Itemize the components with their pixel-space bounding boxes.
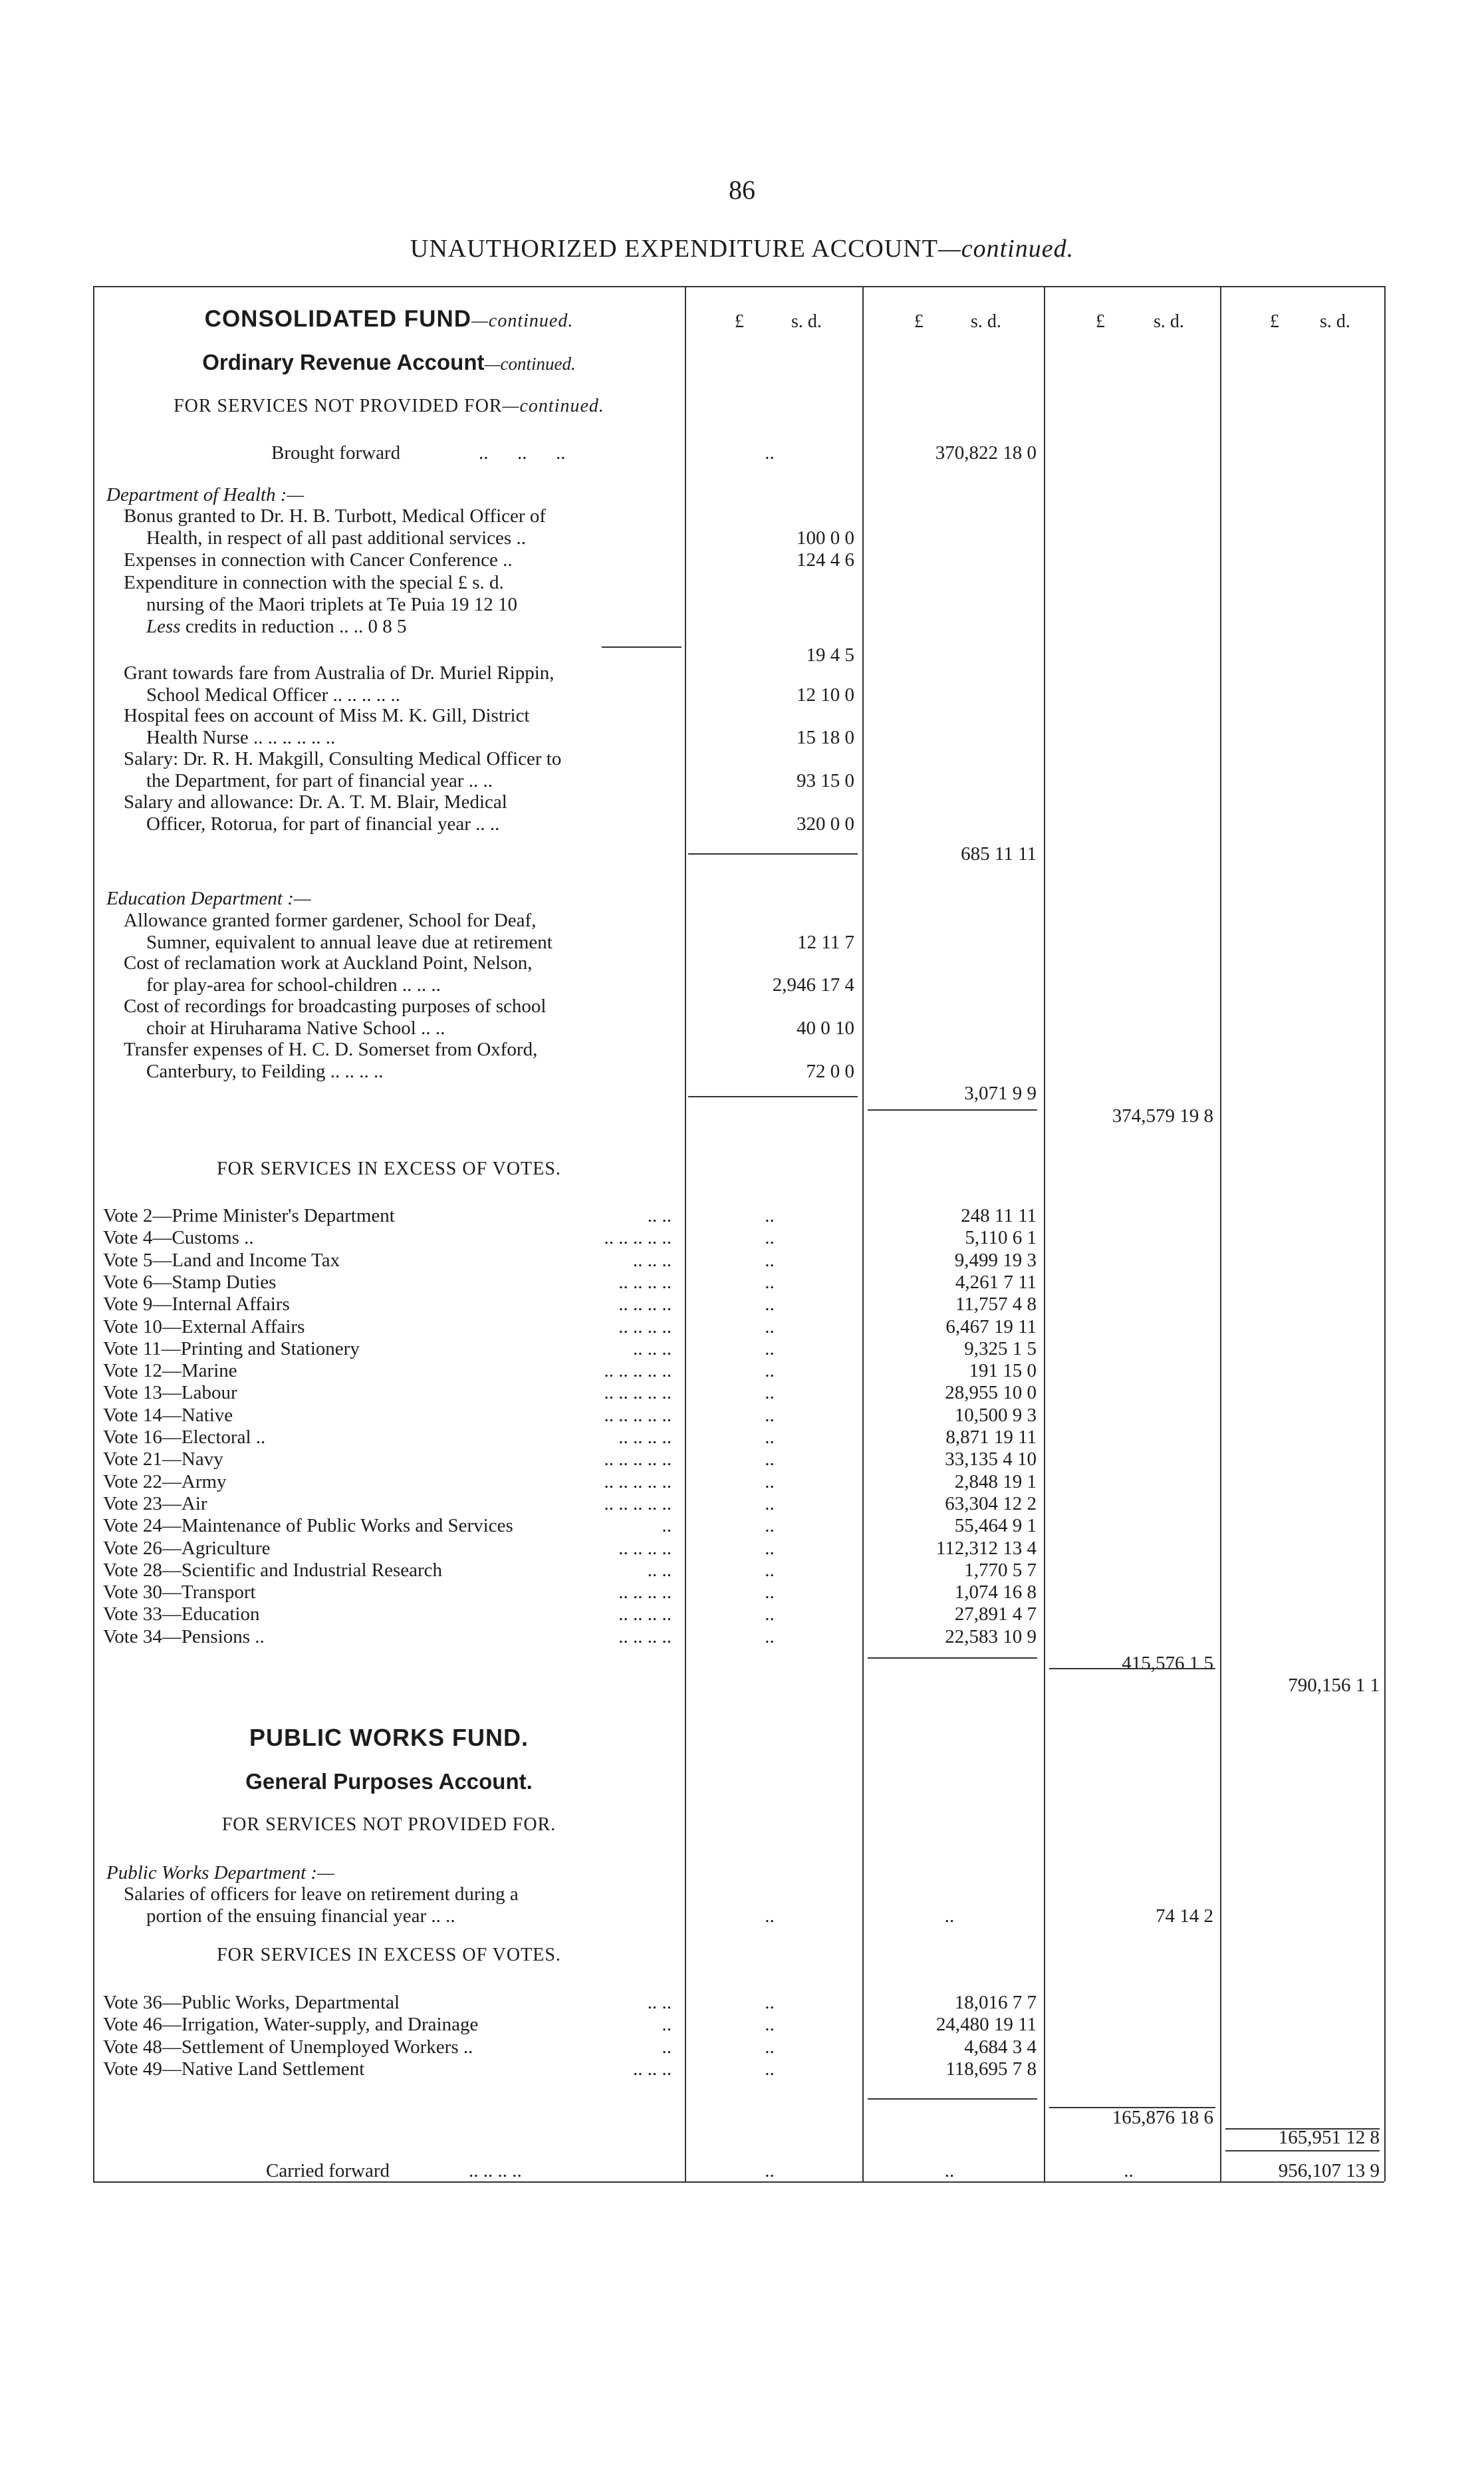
vote-amount: 4,261 7 11 <box>955 1271 1037 1293</box>
vote-amount: 11,757 4 8 <box>955 1294 1037 1315</box>
health-item-line: Health Nurse .. .. .. .. .. .. <box>146 727 336 748</box>
vote-label: Vote 24—Maintenance of Public Works and Services <box>103 1515 513 1537</box>
vote-col1: .. <box>765 1404 775 1426</box>
table-right-rule <box>1384 286 1386 2181</box>
education-item-line: Canterbury, to Feilding .. .. .. .. <box>146 1061 384 1082</box>
consolidated-fund-total: 790,156 1 1 <box>1288 1675 1380 1696</box>
health-item-amount: 15 18 0 <box>797 727 854 748</box>
vote-amount: 118,695 7 8 <box>945 2058 1037 2080</box>
vote-amount: 33,135 4 10 <box>945 1448 1037 1470</box>
carried-forward-col4: 956,107 13 9 <box>1278 2160 1380 2181</box>
health-item-line: Salary and allowance: Dr. A. T. M. Blair, Medical <box>124 791 507 813</box>
health-item-line: School Medical Officer .. .. .. .. .. <box>146 684 401 706</box>
vote-dots: .. .. .. .. <box>618 1315 672 1337</box>
education-item-line: Allowance granted former gardener, School for Deaf, <box>124 910 537 931</box>
vote-label: Vote 49—Native Land Settlement <box>103 2058 365 2080</box>
vote-label: Vote 34—Pensions .. <box>103 1625 265 1647</box>
education-item-amount: 2,946 17 4 <box>772 974 854 996</box>
health-dept-heading: Department of Health :— <box>106 484 305 505</box>
ordinary-revenue-text: Ordinary Revenue Account <box>202 350 485 374</box>
services-not-provided-heading <box>93 396 685 417</box>
education-item-line: Cost of recordings for broadcasting purposes of school <box>124 996 547 1017</box>
vote-dots: .. .. .. .. .. <box>604 1404 672 1426</box>
vote-amount: 112,312 13 4 <box>935 1537 1037 1559</box>
vote-dots: .. .. .. .. <box>618 1294 672 1315</box>
vote-amount: 2,848 19 1 <box>954 1470 1037 1492</box>
page-title <box>0 234 1484 263</box>
snp-total: 374,579 19 8 <box>1112 1105 1213 1127</box>
vote-dots: .. <box>662 2036 672 2058</box>
health-item-amount: 19 4 5 <box>806 644 854 666</box>
vote-col1: .. <box>765 1582 775 1603</box>
consolidated-heading-text: CONSOLIDATED FUND <box>204 306 472 332</box>
vote-label: Vote 14—Native <box>103 1404 233 1426</box>
vote-col1: .. <box>765 1294 775 1315</box>
vote-amount: 1,770 5 7 <box>964 1559 1037 1581</box>
pw-col2-total-rule <box>868 2098 1037 2100</box>
excess-col2-total-rule <box>868 1657 1037 1659</box>
vote-col1: .. <box>765 1537 775 1559</box>
vote-label: Vote 10—External Affairs <box>103 1315 305 1337</box>
vote-col1: .. <box>765 1427 775 1448</box>
vote-dots: .. .. .. .. .. <box>604 1448 672 1470</box>
vote-label: Vote 12—Marine <box>103 1360 237 1382</box>
pw-salaries-line-1: Salaries of officers for leave on retirement during a <box>124 1883 519 1905</box>
vote-dots: .. <box>662 2014 672 2036</box>
vote-amount: 1,074 16 8 <box>954 1582 1037 1603</box>
vote-amount: 248 11 11 <box>961 1205 1037 1226</box>
vote-col1: .. <box>765 1515 775 1537</box>
health-item-amount: 320 0 0 <box>797 813 854 835</box>
col4-left-rule <box>1220 286 1221 2181</box>
vote-col1: .. <box>765 1271 775 1293</box>
vote-dots: .. .. .. .. .. <box>604 1382 672 1404</box>
vote-label: Vote 4—Customs .. <box>103 1227 254 1249</box>
vote-label: Vote 48—Settlement of Unemployed Workers .. <box>103 2036 473 2058</box>
vote-amount: 22,583 10 9 <box>945 1625 1037 1647</box>
consolidated-heading-suffix: —continued. <box>471 311 574 331</box>
carried-forward-col2: .. <box>944 2160 955 2181</box>
education-item-amount: 12 11 7 <box>797 932 854 953</box>
vote-dots: .. .. .. .. <box>618 1625 672 1647</box>
vote-col1: .. <box>765 2058 775 2080</box>
education-item-line: Transfer expenses of H. C. D. Somerset from Oxford, <box>124 1039 538 1060</box>
vote-dots: .. .. .. .. <box>618 1537 672 1559</box>
consolidated-fund-heading <box>93 306 685 333</box>
vote-amount: 24,480 19 11 <box>935 2014 1037 2036</box>
title-suffix: —continued. <box>937 235 1074 263</box>
vote-dots: .. .. .. <box>633 1249 672 1271</box>
vote-dots: .. .. <box>647 1205 672 1226</box>
health-item-line: Salary: Dr. R. H. Makgill, Consulting Medical Officer to <box>124 748 562 769</box>
vote-amount: 18,016 7 7 <box>954 1992 1037 2013</box>
pw-salaries-col1: .. <box>765 1905 775 1927</box>
ordinary-revenue-heading <box>93 350 685 375</box>
vote-dots: .. .. .. .. .. <box>604 1227 672 1249</box>
carried-forward-col3: .. <box>1124 2160 1134 2181</box>
vote-dots: .. .. .. .. <box>618 1582 672 1603</box>
vote-label: Vote 6—Stamp Duties <box>103 1271 277 1293</box>
col3-sd-header: s. d. <box>1154 311 1184 332</box>
pw-salaries-col2: .. <box>944 1905 955 1927</box>
education-item-line: Cost of reclamation work at Auckland Point, Nelson, <box>124 952 533 974</box>
vote-amount: 191 15 0 <box>969 1360 1037 1382</box>
health-item-amount: 100 0 0 <box>797 527 854 549</box>
carried-forward-label: Carried forward <box>266 2160 390 2181</box>
col3-left-rule <box>1044 286 1045 2181</box>
vote-col1: .. <box>765 1448 775 1470</box>
page-number: 86 <box>729 175 755 205</box>
vote-label: Vote 16—Electoral .. <box>103 1427 266 1448</box>
vote-label: Vote 5—Land and Income Tax <box>103 1249 340 1271</box>
vote-col1: .. <box>765 1492 775 1514</box>
col2-sd-header: s. d. <box>971 311 1001 332</box>
snp-text: FOR SERVICES NOT PROVIDED FOR <box>174 396 503 416</box>
brought-forward-label: Brought forward <box>271 442 401 464</box>
health-item-line: Officer, Rotorua, for part of financial year .. .. <box>146 813 500 835</box>
health-item-line: Bonus granted to Dr. H. B. Turbott, Medical Officer of <box>124 505 546 527</box>
col1-sd-header: s. d. <box>791 311 822 332</box>
vote-dots: .. .. .. .. .. <box>604 1470 672 1492</box>
vote-col1: .. <box>765 1470 775 1492</box>
vote-col1: .. <box>765 1315 775 1337</box>
vote-dots: .. .. .. .. <box>618 1271 672 1293</box>
snp-col2-total-rule <box>868 1109 1037 1111</box>
vote-dots: .. .. .. <box>633 2058 672 2080</box>
pw-excess-heading: FOR SERVICES IN EXCESS OF VOTES. <box>217 1945 561 1965</box>
vote-dots: .. .. .. .. <box>618 1427 672 1448</box>
health-item-line: Less credits in reduction .. .. 0 8 5 <box>146 616 407 637</box>
health-item-line: Health, in respect of all past additional services .. <box>146 527 526 549</box>
consolidated-excess-total: 415,576 1 5 <box>1122 1653 1213 1674</box>
vote-label: Vote 22—Army <box>103 1470 227 1492</box>
health-item-line: Expenditure in connection with the special £ s. d. <box>124 572 504 593</box>
education-total: 3,071 9 9 <box>964 1083 1037 1104</box>
carried-forward-col1: .. <box>765 2160 775 2181</box>
title-text: UNAUTHORIZED EXPENDITURE ACCOUNT <box>410 235 938 263</box>
health-item-line: Expenses in connection with Cancer Conference .. <box>124 549 513 571</box>
health-item-line: nursing of the Maori triplets at Te Puia 19 12 10 <box>146 594 518 615</box>
vote-amount: 6,467 19 11 <box>945 1315 1037 1337</box>
education-dept-heading: Education Department :— <box>106 888 311 909</box>
vote-dots: .. .. <box>647 1559 672 1581</box>
vote-label: Vote 36—Public Works, Departmental <box>103 1992 400 2013</box>
vote-label: Vote 33—Education <box>103 1603 260 1625</box>
consolidated-excess-heading: FOR SERVICES IN EXCESS OF VOTES. <box>217 1159 561 1179</box>
vote-amount: 28,955 10 0 <box>945 1382 1037 1404</box>
pw-excess-total: 165,876 18 6 <box>1112 2107 1213 2128</box>
health-item-line: Hospital fees on account of Miss M. K. Gill, District <box>124 705 530 726</box>
education-col1-total-rule <box>688 1096 858 1097</box>
health-item-amount: 124 4 6 <box>797 549 854 571</box>
vote-col1: .. <box>765 1360 775 1382</box>
vote-amount: 5,110 6 1 <box>965 1227 1037 1249</box>
vote-col1: .. <box>765 1992 775 2013</box>
health-subtotal-rule <box>602 646 681 648</box>
vote-label: Vote 28—Scientific and Industrial Research <box>103 1559 443 1581</box>
brought-forward-col2: 370,822 18 0 <box>935 442 1037 464</box>
health-item-amount: 93 15 0 <box>797 770 854 791</box>
pw-salaries-total: 74 14 2 <box>1156 1905 1213 1927</box>
table-top-rule <box>93 286 1384 287</box>
vote-amount: 27,891 4 7 <box>954 1603 1037 1625</box>
col4-pound-header: £ <box>1270 311 1279 332</box>
vote-col1: .. <box>765 1382 775 1404</box>
vote-label: Vote 26—Agriculture <box>103 1537 271 1559</box>
vote-label: Vote 11—Printing and Stationery <box>103 1337 360 1359</box>
vote-dots: .. .. .. .. .. <box>604 1360 672 1382</box>
education-item-line: Sumner, equivalent to annual leave due at retirement <box>146 932 553 953</box>
snp-suffix: —continued. <box>502 396 604 416</box>
vote-col1: .. <box>765 1249 775 1271</box>
public-works-heading: PUBLIC WORKS FUND. <box>249 1724 529 1751</box>
vote-dots: .. .. <box>647 1992 672 2013</box>
vote-col1: .. <box>765 2014 775 2036</box>
education-item-amount: 40 0 10 <box>797 1018 854 1039</box>
health-item-line: Grant towards fare from Australia of Dr. Muriel Rippin, <box>124 662 555 684</box>
col4-sd-header: s. d. <box>1320 311 1350 332</box>
health-item-line: the Department, for part of financial year .. .. <box>146 770 493 791</box>
health-total: 685 11 11 <box>961 843 1037 865</box>
vote-dots: .. .. .. <box>633 1337 672 1359</box>
vote-col1: .. <box>765 1337 775 1359</box>
pw-salaries-line-2: portion of the ensuing financial year .. .. <box>146 1905 455 1927</box>
brought-forward-dots: .. .. .. <box>479 442 566 464</box>
vote-amount: 63,304 12 2 <box>945 1492 1037 1514</box>
education-item-line: choir at Hiruharama Native School .. .. <box>146 1018 445 1039</box>
vote-amount: 10,500 9 3 <box>954 1404 1037 1426</box>
vote-col1: .. <box>765 2036 775 2058</box>
vote-dots: .. <box>662 1515 672 1537</box>
education-item-amount: 72 0 0 <box>806 1061 854 1082</box>
vote-amount: 8,871 19 11 <box>945 1427 1037 1448</box>
vote-label: Vote 13—Labour <box>103 1382 237 1404</box>
vote-amount: 4,684 3 4 <box>964 2036 1037 2058</box>
carried-forward-dots: .. .. .. .. <box>469 2160 522 2181</box>
vote-label: Vote 9—Internal Affairs <box>103 1294 290 1315</box>
less-word: Less <box>146 616 181 637</box>
vote-dots: .. .. .. .. .. <box>604 1492 672 1514</box>
vote-col1: .. <box>765 1603 775 1625</box>
vote-dots: .. .. .. .. <box>618 1603 672 1625</box>
health-col1-total-rule <box>688 853 858 855</box>
vote-label: Vote 30—Transport <box>103 1582 256 1603</box>
vote-label: Vote 21—Navy <box>103 1448 223 1470</box>
education-item-line: for play-area for school-children .. .. .. <box>146 974 441 996</box>
vote-amount: 9,499 19 3 <box>954 1249 1037 1271</box>
col1-pound-header: £ <box>735 311 744 332</box>
vote-col1: .. <box>765 1559 775 1581</box>
vote-label: Vote 2—Prime Minister's Department <box>103 1205 395 1226</box>
vote-col1: .. <box>765 1625 775 1647</box>
consolidated-col3-total-rule <box>1049 1668 1215 1669</box>
health-item-amount: 12 10 0 <box>797 684 854 706</box>
vote-col1: .. <box>765 1205 775 1226</box>
pw-services-not-provided-heading: FOR SERVICES NOT PROVIDED FOR. <box>221 1814 556 1835</box>
pw-fund-total: 165,951 12 8 <box>1278 2127 1380 2148</box>
carried-col4-rule <box>1225 2150 1380 2151</box>
vote-col1: .. <box>765 1227 775 1249</box>
pw-dept-heading: Public Works Department :— <box>106 1862 334 1883</box>
vote-amount: 9,325 1 5 <box>964 1337 1037 1359</box>
vote-label: Vote 23—Air <box>103 1492 207 1514</box>
vote-label: Vote 46—Irrigation, Water-supply, and Drainage <box>103 2014 479 2036</box>
vote-amount: 55,464 9 1 <box>954 1515 1037 1537</box>
ordinary-revenue-suffix: —continued. <box>484 354 576 374</box>
general-purposes-heading: General Purposes Account. <box>245 1769 533 1794</box>
col2-pound-header: £ <box>914 311 924 332</box>
brought-forward-col1: .. <box>765 442 775 464</box>
col3-pound-header: £ <box>1096 311 1105 332</box>
